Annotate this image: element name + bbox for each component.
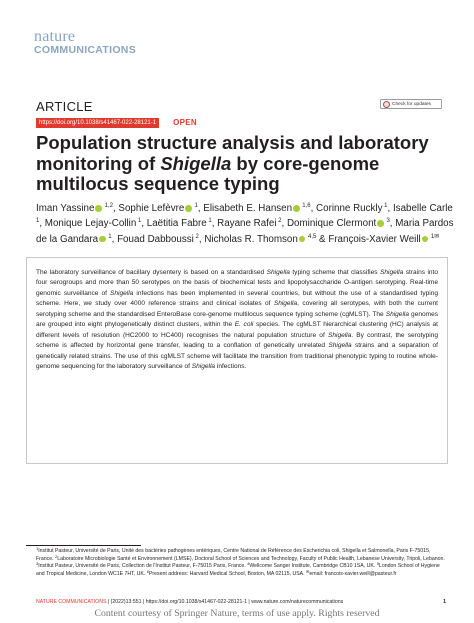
author-name: Monique Lejay-Collin xyxy=(44,218,137,230)
affiliation-text: email: francois-xavier.weill@pasteur.fr xyxy=(309,570,397,577)
author-name: Rayane Rafei xyxy=(217,218,277,230)
abstract-text-run: , covering all serotypes, with both the current serotyping scheme and the standardised EnteroBase core-genome multilocus sequence typing scheme (cgMLST). The xyxy=(36,300,438,318)
check-updates-label: Check for updates xyxy=(392,101,431,107)
orcid-icon[interactable] xyxy=(377,220,384,227)
author-name: Elisabeth E. Hansen xyxy=(203,203,293,214)
abstract-italic-term: Shigella xyxy=(327,331,352,339)
affiliations-text xyxy=(36,548,446,578)
author-affiliation-sup: 2 xyxy=(276,218,282,225)
affiliation-text: Present address: Harvard Medical School, Boston, MA 02115, USA. xyxy=(148,570,307,577)
author-name: Iman Yassine xyxy=(36,203,95,214)
orcid-icon[interactable] xyxy=(99,236,106,243)
author-name: Nicholas R. Thomson xyxy=(204,233,298,245)
affiliation-sup: 1 xyxy=(36,546,39,551)
author-name: Laëtitia Fabre xyxy=(146,218,207,230)
article-title xyxy=(36,133,456,195)
author-list: Iman Yassine $^{1,2}$, Sophie Lefèvre $^1$, Elisabeth E. Hansen $^{1,6}$, Corinne Ruckly $^1$, Isabelle Carle $^1$, Monique Lejay-Collin $^1$, Laëtitia Fabre $^1$, Rayane Rafei $^2$, Dominique Clermont $^3$, Maria Pardos de la Gandara $^1$, Fouad Dabboussi $^2$, Nicholas R. Thomson $^{4,5}$ & François-Xavier Weill $^{1✉}$ xyxy=(36,203,454,245)
author[interactable] xyxy=(45,218,142,229)
check-for-updates-button[interactable] xyxy=(380,99,442,109)
orcid-icon[interactable] xyxy=(185,205,192,212)
author-name: Corinne Ruckly xyxy=(316,203,383,214)
affiliation-text: Wellcome Sanger Institute, Cambridge CB10 1SA, UK. xyxy=(249,563,377,570)
author[interactable] xyxy=(203,203,310,214)
author[interactable] xyxy=(204,234,316,245)
author-affiliation-sup: 3 xyxy=(384,218,390,225)
affiliation-text: London School of Hygiene and Tropical Medicine, London WC1E 7HT, UK. xyxy=(36,563,440,577)
affiliations-divider xyxy=(26,545,141,546)
page-footer xyxy=(36,599,446,605)
abstract-text-run: The laboratory surveillance of bacillary dysentery is based on a standardised xyxy=(36,269,267,276)
author[interactable] xyxy=(147,218,212,229)
abstract-italic-term: Shigella xyxy=(266,269,290,276)
abstract-italic-term: Shigella xyxy=(379,269,404,276)
affiliation-sup: 3 xyxy=(36,561,39,567)
open-access-label: OPEN xyxy=(173,118,197,127)
author-affiliation-sup: 1 xyxy=(382,203,388,209)
orcid-icon[interactable] xyxy=(293,205,300,212)
abstract-text-run: infections. xyxy=(215,363,247,371)
abstract-text-run: infections has been implemented in several countries, but without the use of a standardised typing scheme. Here, we study over 4000 reference strains and clinical isolates of xyxy=(36,289,438,308)
affiliation-sup: 6 xyxy=(146,568,149,574)
abstract-text-run: . By contrast, the serotyping scheme is affected by horizontal gene transfer, leading to a conflation of genetically unrelated xyxy=(36,331,438,350)
author-name: Isabelle Carle xyxy=(392,203,453,214)
author-affiliation-sup: 1 xyxy=(106,233,112,240)
abstract-italic-term: Shigella xyxy=(110,289,134,297)
abstract-text-run: species. The cgMLST hierarchical clustering (HC) analysis at different levels of resolution (HC2000 to HC400) recognises the natural population structure of xyxy=(36,321,438,339)
abstract-text-run: typing scheme that classifies xyxy=(289,269,380,276)
author[interactable] xyxy=(118,203,197,214)
affiliation-sup: 4 xyxy=(247,561,250,567)
affiliation-sup: 5 xyxy=(376,561,379,567)
abstract-text xyxy=(36,268,438,373)
title-part-2: by core-genome multilocus sequence typing xyxy=(36,152,380,194)
abstract-text-run: genomes are grouped into eight phylogenetically distinct clusters, within the xyxy=(36,310,438,329)
orcid-icon[interactable] xyxy=(95,205,102,212)
footer-citation-text[interactable]: | (2022)13:551 | https://doi.org/10.1038/s41467-022-28121-1 | www.nature.com/naturecommunications xyxy=(107,599,344,605)
courtesy-note: Content courtesy of Springer Nature, terms of use apply. Rights reserved xyxy=(94,608,380,619)
title-part-1: Population structure analysis and laboratory monitoring of xyxy=(36,132,429,174)
orcid-icon[interactable] xyxy=(299,236,306,243)
title-italic: Shigella xyxy=(160,152,232,174)
journal-logo[interactable] xyxy=(34,30,144,56)
update-badge-icon xyxy=(383,101,390,108)
affiliation-text: Institut Pasteur, Université de Paris, Unité des bactéries pathogènes entériques, Centre National de Référence des Escherichia coli, Shigella et Salmonella, Paris F-75015, France. xyxy=(36,548,431,562)
author-affiliation-sup: 1 xyxy=(36,218,40,225)
footer-journal: NATURE COMMUNICATIONS xyxy=(36,599,107,605)
author-affiliation-sup: 1 xyxy=(136,218,142,225)
article-type-label: ARTICLE xyxy=(36,99,93,114)
author-name: Maria Pardos de la Gandara xyxy=(36,218,454,245)
abstract-paragraph xyxy=(36,268,438,373)
author-affiliation-sup: 1✉ xyxy=(429,233,440,240)
affiliation-sup: 2 xyxy=(55,553,58,559)
affiliation-sup: ✉ xyxy=(306,568,310,574)
affiliation-text: Laboratoire Microbiologie Santé et Environnement (LMSE), Doctoral School of Sciences and Technology, Faculty of Public Health, Lebanese University, Tripoli, Lebanon. xyxy=(57,555,445,562)
abstract-text-run: strains into four serogroups and more than 50 serotypes on the basis of biochemical tests and lipopolysaccharide O-antigen serotyping. Real-time genomic surveillance of xyxy=(36,269,438,297)
author-affiliation-sup: 2 xyxy=(193,233,199,240)
author-affiliation-sup: 1,2 xyxy=(102,203,113,209)
author-affiliation-sup: 1,6 xyxy=(300,203,311,209)
author[interactable] xyxy=(287,218,390,229)
author-affiliation-sup: 4,5 xyxy=(306,233,317,240)
author-name: Fouad Dabboussi xyxy=(117,233,194,245)
page-number: 1 xyxy=(443,599,446,605)
author-affiliation-sup: 1 xyxy=(192,203,198,209)
author-name: Sophie Lefèvre xyxy=(118,203,185,214)
affiliation-text: Institut Pasteur, Université de Paris, Collection de l'Institut Pasteur, F-75015 Paris, France. xyxy=(38,563,248,570)
author-name: Dominique Clermont xyxy=(286,218,377,230)
author[interactable] xyxy=(36,203,113,214)
logo-communications-text: COMMUNICATIONS xyxy=(34,44,136,56)
abstract-italic-term: Shigella xyxy=(385,310,409,318)
doi-link[interactable]: https://doi.org/10.1038/s41467-022-28121-1 xyxy=(36,118,159,128)
logo-nature-text: nature xyxy=(34,28,76,45)
author[interactable] xyxy=(328,234,439,245)
abstract-italic-term: Shigella xyxy=(191,363,216,371)
abstract-italic-term: E. coli xyxy=(234,321,254,329)
author-affiliation-sup: 1 xyxy=(206,218,212,225)
abstract-italic-term: Shigella xyxy=(273,300,298,308)
orcid-icon[interactable] xyxy=(422,236,429,243)
author[interactable] xyxy=(117,234,199,245)
author[interactable] xyxy=(316,203,387,214)
abstract-italic-term: Shigella xyxy=(328,342,352,350)
abstract-text-run: strains and a separation of genetically related strains. The use of this cgMLST scheme will facilitate the transition from traditional phenotypic typing to routine whole-genome sequencing for the laboratory surveillance of xyxy=(36,342,438,371)
author[interactable] xyxy=(217,218,281,229)
footer-citation xyxy=(36,599,343,605)
author-name: François-Xavier Weill xyxy=(328,233,421,245)
doi-row xyxy=(36,117,197,128)
